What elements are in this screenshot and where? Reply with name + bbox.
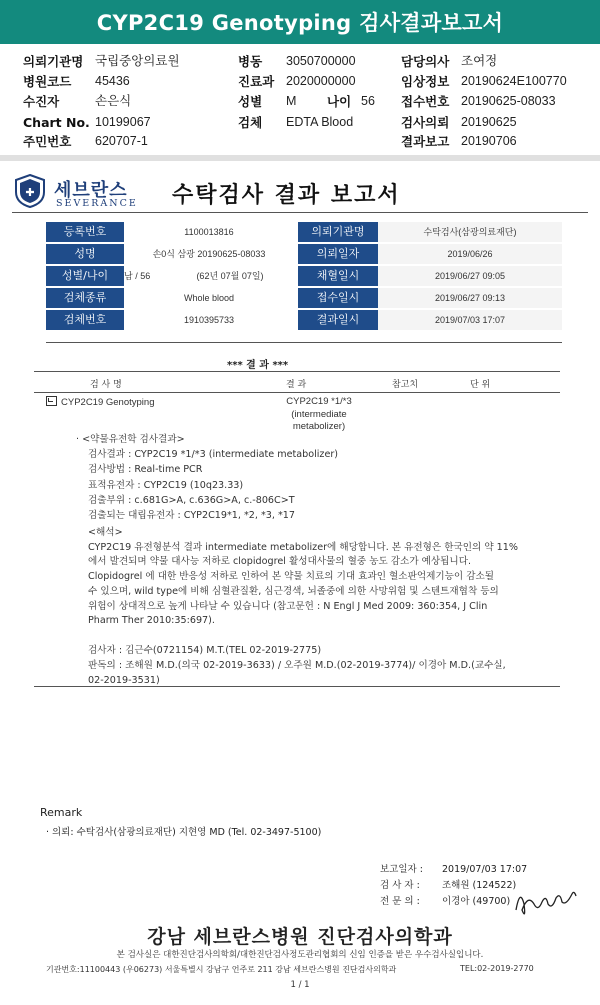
pgx-line: 검사결과 : CYP2C19 *1/*3 (intermediate metabolizer) xyxy=(88,449,339,461)
info-label: 수진자 xyxy=(23,94,60,109)
patient-row xyxy=(46,310,562,330)
info-value: 20190625 xyxy=(461,115,517,129)
info-value: 20190625-08033 xyxy=(461,94,556,108)
test-result xyxy=(274,396,364,434)
patient-row xyxy=(46,266,562,286)
info-value: 56 xyxy=(361,94,375,108)
staff-line: 검사자 : 김근수(0721154) M.T.(TEL 02-2019-2775) xyxy=(88,645,322,656)
info-value: M xyxy=(286,94,297,108)
staff-line: 02-2019-3531) xyxy=(88,675,160,686)
handwritten-signature-icon xyxy=(512,880,582,924)
info-value: 손은식 xyxy=(95,94,132,108)
patient-row xyxy=(46,222,562,242)
info-value: 2020000000 xyxy=(286,74,356,88)
divider xyxy=(46,342,562,343)
info-value: 20190706 xyxy=(461,134,517,148)
divider xyxy=(12,212,588,213)
report-title: CYP2C19 Genotyping 검사결과보고서 xyxy=(96,11,504,35)
patient-label: 성별/나이 xyxy=(46,266,124,286)
interpretation-block xyxy=(88,526,518,629)
info-label: 검체 xyxy=(238,115,263,130)
pgx-line: 검출되는 대립유전자 : CYP2C19*1, *2, *3, *17 xyxy=(88,510,295,522)
patient-value: 2019/06/26 xyxy=(378,244,562,264)
patient-label: 성명 xyxy=(46,244,124,264)
hospital-tel: TEL:02-2019-2770 xyxy=(460,964,534,973)
interp-line: Clopidogrel 에 대한 반응성 저하로 인하여 본 약물 치료의 기대 효과인 혈소판억제기능이 감소될 xyxy=(88,571,495,583)
test-result-line: metabolizer) xyxy=(292,421,346,432)
sign-label: 보고일자 : xyxy=(380,864,423,875)
hospital-name: 강남 세브란스병원 진단검사의학과 xyxy=(147,926,453,948)
divider xyxy=(34,392,560,393)
patient-row xyxy=(46,244,562,264)
patient-label: 의뢰일자 xyxy=(298,244,378,264)
info-label: 진료과 xyxy=(238,74,275,89)
col-header-ref: 참고치 xyxy=(392,380,419,390)
info-label: 접수번호 xyxy=(401,94,450,109)
info-row xyxy=(0,72,600,91)
patient-row xyxy=(46,288,562,308)
sign-label: 검 사 자 : xyxy=(380,880,420,891)
interp-line: Pharm Ther 2010:35:697). xyxy=(88,615,215,627)
page-number: 1 / 1 xyxy=(290,980,310,990)
info-label: 임상정보 xyxy=(401,74,450,89)
logo-text-en: SEVERANCE xyxy=(56,198,138,209)
logo-text-ko: 세브란스 xyxy=(54,180,128,201)
info-value: 조여정 xyxy=(461,54,498,68)
staff-block xyxy=(88,643,506,688)
info-value: 45436 xyxy=(95,74,130,88)
report-title-bar xyxy=(0,0,600,44)
patient-value: 2019/06/27 09:13 xyxy=(378,288,562,308)
divider xyxy=(34,686,560,687)
col-header-result: 결 과 xyxy=(286,380,307,390)
info-row xyxy=(0,52,600,71)
info-label: Chart No. xyxy=(23,115,90,130)
pgx-line: 검사방법 : Real-time PCR xyxy=(88,464,203,476)
patient-value: (62년 07월 07일) xyxy=(166,266,294,286)
info-label: 성별 xyxy=(238,94,263,109)
info-label: 검사의뢰 xyxy=(401,115,450,130)
patient-label: 채혈일시 xyxy=(298,266,378,286)
info-row xyxy=(0,92,600,111)
patient-label: 등록번호 xyxy=(46,222,124,242)
info-label: 병동 xyxy=(238,54,263,69)
remark-title: Remark xyxy=(40,806,83,819)
info-label: 담당의사 xyxy=(401,54,450,69)
patient-value: 수탁검사(삼광의료재단) xyxy=(378,222,562,242)
severance-logo-icon xyxy=(14,174,46,208)
remark-line: · 의뢰: 수탁검사(삼광의료재단) 지현영 MD (Tel. 02-3497-5100) xyxy=(46,827,322,838)
info-row xyxy=(0,132,600,151)
signature-block xyxy=(380,862,527,910)
test-result-line: CYP2C19 *1/*3 xyxy=(286,396,352,407)
certification-note: 본 검사실은 대한진단검사의학회/대한진단검사정도관리협회의 신임 인증을 받은 우수검사실입니다. xyxy=(116,950,484,960)
patient-value: 남 / 56 xyxy=(124,266,164,286)
pgx-line: 검출부위 : c.681G>A, c.636G>A, c.-806C>T xyxy=(88,494,295,506)
sign-label: 전 문 의 : xyxy=(380,896,420,907)
patient-table xyxy=(46,222,562,330)
patient-label: 검체번호 xyxy=(46,310,124,330)
interp-line: 위험이 상대적으로 높게 나타날 수 있습니다 (참고문헌 : N Engl J Med 2009: 360:354, J Clin xyxy=(88,600,488,612)
patient-value: 1910395733 xyxy=(124,310,294,330)
info-value: 3050700000 xyxy=(286,54,356,68)
interp-line: 수 있으며, wild type에 비해 심혈관질환, 심근경색, 뇌졸중에 의한 사망위험 및 스텐트재협착 등의 xyxy=(88,585,499,597)
info-value: 20190624E100770 xyxy=(461,74,567,88)
info-label: 병원코드 xyxy=(23,74,72,89)
info-value: EDTA Blood xyxy=(286,115,354,129)
patient-label: 의뢰기관명 xyxy=(298,222,378,242)
patient-label: 접수일시 xyxy=(298,288,378,308)
info-label: 주민번호 xyxy=(23,134,72,149)
patient-value: 손0식 삼광 20190625-08033 xyxy=(124,244,294,264)
pgx-line: · <약물유전학 검사결과> xyxy=(76,434,185,445)
info-label: 결과보고 xyxy=(401,134,450,149)
patient-value: 2019/07/03 17:07 xyxy=(378,310,562,330)
interp-line: <해석> xyxy=(88,527,123,538)
info-value: 10199067 xyxy=(95,115,151,129)
info-value: 국립중앙의료원 xyxy=(95,54,180,68)
sign-value: 2019/07/03 17:07 xyxy=(442,864,528,875)
info-label: 의뢰기관명 xyxy=(23,54,84,69)
patient-label: 결과일시 xyxy=(298,310,378,330)
hospital-address: 기관번호:11100443 (우06273) 서울특별시 강남구 언주로 211 강남 세브란스병원 진단검사의학과 xyxy=(46,965,397,974)
svg-text:✚: ✚ xyxy=(25,186,35,199)
info-row xyxy=(0,113,600,132)
sign-value: 이경아 (49700) xyxy=(442,896,511,907)
patient-label: 검체종류 xyxy=(46,288,124,308)
test-name xyxy=(46,396,154,410)
scanned-report xyxy=(12,168,588,994)
sign-value: 조해원 (124522) xyxy=(442,880,517,891)
divider xyxy=(0,155,600,161)
col-header-unit: 단 위 xyxy=(470,380,491,390)
pgx-result-block xyxy=(76,432,338,523)
scanned-report-title: 수탁검사 결과 보고서 xyxy=(172,183,401,208)
info-label: 나이 xyxy=(327,94,352,109)
pgx-line: 표적유전자 : CYP2C19 (10q23.33) xyxy=(88,479,244,491)
divider xyxy=(34,371,560,372)
patient-value: Whole blood xyxy=(124,288,294,308)
patient-value: 2019/06/27 09:05 xyxy=(378,266,562,286)
test-name-text: CYP2C19 Genotyping xyxy=(61,397,155,408)
patient-value: 1100013816 xyxy=(124,222,294,242)
interp-line: CYP2C19 유전형분석 결과 intermediate metabolizer에 해당합니다. 본 유전형은 한국인의 약 11% xyxy=(88,541,519,553)
result-heading: *** 결 과 *** xyxy=(227,360,289,371)
checkbox-icon xyxy=(46,396,57,406)
info-value: 620707-1 xyxy=(95,134,148,148)
interp-line: 에서 발견되며 약물 대사능 저하로 clopidogrel 활성대사물의 혈중 농도 감소가 예상됩니다. xyxy=(88,556,472,568)
col-header-name: 검 사 명 xyxy=(90,380,122,390)
test-result-line: (intermediate xyxy=(291,408,347,420)
staff-line: 판독의 : 조해원 M.D.(의국 02-2019-3633) / 오주원 M.D.(02-2019-3774)/ 이경아 M.D.(교수실, xyxy=(88,660,506,671)
